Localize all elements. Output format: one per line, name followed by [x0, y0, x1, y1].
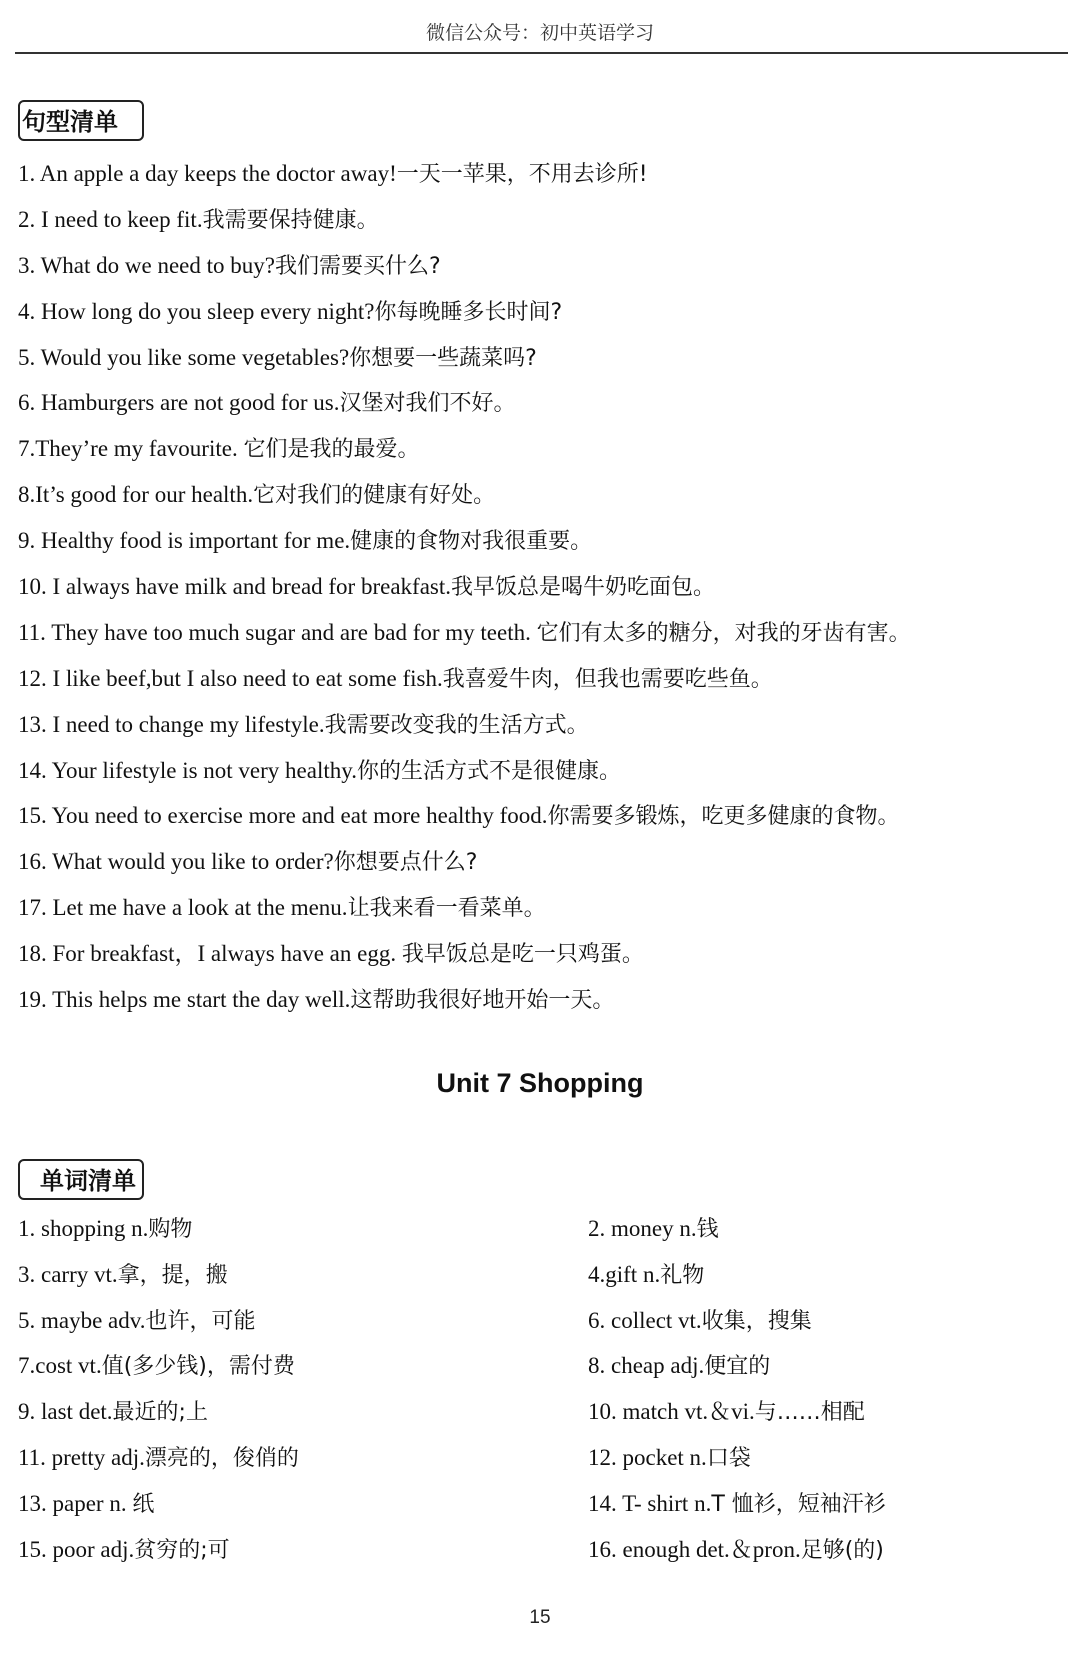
sentence-item	[18, 702, 1068, 748]
word-chinese: 拿，提，搬	[117, 1262, 228, 1288]
word-chinese: 也许，可能	[145, 1308, 256, 1334]
sentence-item	[18, 656, 1068, 702]
sentence-chinese: 你想要一些蔬菜吗?	[349, 345, 537, 371]
sentence-chinese: 一天一苹果，不用去诊所!	[396, 162, 648, 187]
word-chinese: 礼物	[660, 1262, 705, 1288]
sentence-english: 1. An apple a day keeps the doctor away!	[18, 161, 397, 186]
word-english: 5. maybe adv.	[18, 1307, 146, 1333]
sentence-chinese: 我需要改变我的生活方式。	[324, 712, 589, 738]
sentence-english: 6. Hamburgers are not good for us.	[18, 390, 340, 416]
word-english: 4.gift n.	[588, 1261, 661, 1287]
sentence-chinese: 我喜爱牛肉，但我也需要吃些鱼。	[442, 666, 773, 692]
sentence-item	[18, 426, 1068, 472]
sentence-chinese: 你每晚睡多长时间?	[374, 299, 563, 325]
word-item	[588, 1481, 1068, 1527]
sentence-item	[18, 335, 1068, 381]
sentence-chinese: 我们需要买什么?	[274, 253, 441, 279]
sentence-chinese: 这帮助我很好地开始一天。	[350, 988, 615, 1014]
word-english: 3. carry vt.	[18, 1261, 118, 1287]
word-item	[18, 1435, 588, 1481]
sentence-chinese: 你的生活方式不是很健康。	[357, 758, 622, 784]
word-item	[588, 1298, 1068, 1344]
sentence-item	[18, 977, 1068, 1023]
sentence-item	[18, 839, 1068, 885]
sentence-list-tag: 句型清单	[18, 100, 144, 141]
word-chinese: 足够(的)	[800, 1537, 884, 1563]
sentence-english: 9. Healthy food is important for me.	[18, 528, 351, 554]
word-item	[588, 1435, 1068, 1481]
word-item	[588, 1389, 1068, 1435]
word-chinese: 口袋	[706, 1445, 751, 1471]
sentence-chinese: 它们有太多的糖分，对我的牙齿有害。	[536, 620, 911, 646]
sentence-english: 5. Would you like some vegetables?	[18, 344, 350, 370]
word-chinese: 纸	[132, 1491, 155, 1517]
word-item	[588, 1252, 1068, 1298]
sentence-chinese: 我需要保持健康。	[202, 207, 379, 233]
word-chinese: 便宜的	[704, 1354, 771, 1380]
sentence-english: 16. What would you like to order?	[18, 849, 334, 875]
sentence-item	[18, 289, 1068, 335]
sentence-english: 7.They’re my favourite.	[18, 436, 244, 462]
sentence-english: 15. You need to exercise more and eat more healthy food.	[18, 803, 548, 829]
word-chinese: 值(多少钱)，需付费	[101, 1354, 295, 1380]
word-item	[18, 1206, 588, 1252]
sentence-english: 2. I need to keep fit.	[18, 206, 203, 232]
word-chinese: 最近的;上	[112, 1400, 208, 1426]
word-list-tag: 单词清单	[18, 1159, 144, 1200]
word-item	[18, 1343, 588, 1389]
sentence-item	[18, 610, 1068, 656]
sentence-english: 13. I need to change my lifestyle.	[18, 711, 325, 737]
sentence-english: 4. How long do you sleep every night?	[18, 298, 375, 324]
word-english: 7.cost vt.	[18, 1353, 102, 1379]
word-english: 13. paper n.	[18, 1490, 133, 1516]
sentence-chinese: 它对我们的健康有好处。	[253, 483, 496, 509]
sentence-item	[18, 151, 1068, 197]
word-chinese: 钱	[696, 1217, 719, 1242]
sentence-english: 12. I like beef,but I also need to eat some fish.	[18, 665, 443, 691]
word-item	[588, 1343, 1068, 1389]
sentence-item	[18, 243, 1068, 289]
word-english: 11. pretty adj.	[18, 1444, 145, 1470]
word-chinese: 与……相配	[754, 1400, 865, 1426]
sentence-english: 14. Your lifestyle is not very healthy.	[18, 757, 358, 783]
sentence-english: 18. For breakfast，I always have an egg.	[18, 941, 402, 967]
sentence-english: 10. I always have milk and bread for breakfast.	[18, 574, 452, 600]
sentence-item	[18, 793, 1068, 839]
word-english: 1. shopping n.	[18, 1216, 149, 1241]
sentence-item	[18, 472, 1068, 518]
sentence-chinese: 它们是我的最爱。	[243, 437, 420, 463]
word-chinese: 购物	[148, 1217, 193, 1242]
sentence-chinese: 我早饭总是喝牛奶吃面包。	[451, 575, 716, 601]
word-english: 9. last det.	[18, 1399, 113, 1425]
word-chinese: 漂亮的，俊俏的	[144, 1445, 299, 1471]
sentence-english: 11. They have too much sugar and are bad for my teeth.	[18, 619, 537, 645]
sentence-item	[18, 564, 1068, 610]
word-english: 8. cheap adj.	[588, 1353, 705, 1379]
word-english: 15. poor adj.	[18, 1536, 135, 1562]
sentence-chinese: 让我来看一看菜单。	[347, 896, 546, 922]
sentence-chinese: 我早饭总是吃一只鸡蛋。	[401, 942, 644, 968]
word-chinese: 贫穷的;可	[134, 1537, 230, 1563]
page-header: 微信公众号：初中英语学习	[425, 22, 654, 44]
header-divider	[15, 52, 1068, 54]
word-item	[588, 1527, 1068, 1573]
word-item	[18, 1389, 588, 1435]
sentence-chinese: 汉堡对我们不好。	[339, 391, 516, 417]
sentence-english: 17. Let me have a look at the menu.	[18, 895, 348, 921]
sentence-english: 8.It’s good for our health.	[18, 482, 254, 508]
sentence-list	[18, 151, 1068, 1023]
sentence-chinese: 你需要多锻炼，吃更多健康的食物。	[547, 804, 900, 830]
sentence-item	[18, 518, 1068, 564]
word-english: 10. match vt.＆vi.	[588, 1399, 755, 1425]
page-number: 15	[529, 1607, 551, 1628]
sentence-english: 19. This helps me start the day well.	[18, 987, 351, 1013]
sentence-chinese: 你想要点什么?	[333, 850, 478, 876]
word-english: 12. pocket n.	[588, 1444, 707, 1470]
word-chinese: T 恤衫，短袖汗衫	[711, 1491, 886, 1517]
word-item	[18, 1527, 588, 1573]
sentence-item	[18, 931, 1068, 977]
sentence-item	[18, 748, 1068, 794]
sentence-english: 3. What do we need to buy?	[18, 252, 275, 278]
word-chinese: 收集，搜集	[701, 1308, 812, 1334]
sentence-item	[18, 885, 1068, 931]
word-item	[18, 1481, 588, 1527]
word-english: 14. T- shirt n.	[588, 1490, 712, 1516]
word-list	[18, 1206, 1068, 1572]
word-english: 16. enough det.＆pron.	[588, 1536, 801, 1562]
unit-title: Unit 7 Shopping	[436, 1068, 644, 1098]
sentence-item	[18, 197, 1068, 243]
sentence-item	[18, 380, 1068, 426]
word-item	[18, 1252, 588, 1298]
word-english: 2. money n.	[588, 1216, 697, 1241]
word-english: 6. collect vt.	[588, 1307, 702, 1333]
word-item	[18, 1298, 588, 1344]
sentence-chinese: 健康的食物对我很重要。	[350, 529, 593, 555]
word-item	[588, 1206, 1068, 1252]
